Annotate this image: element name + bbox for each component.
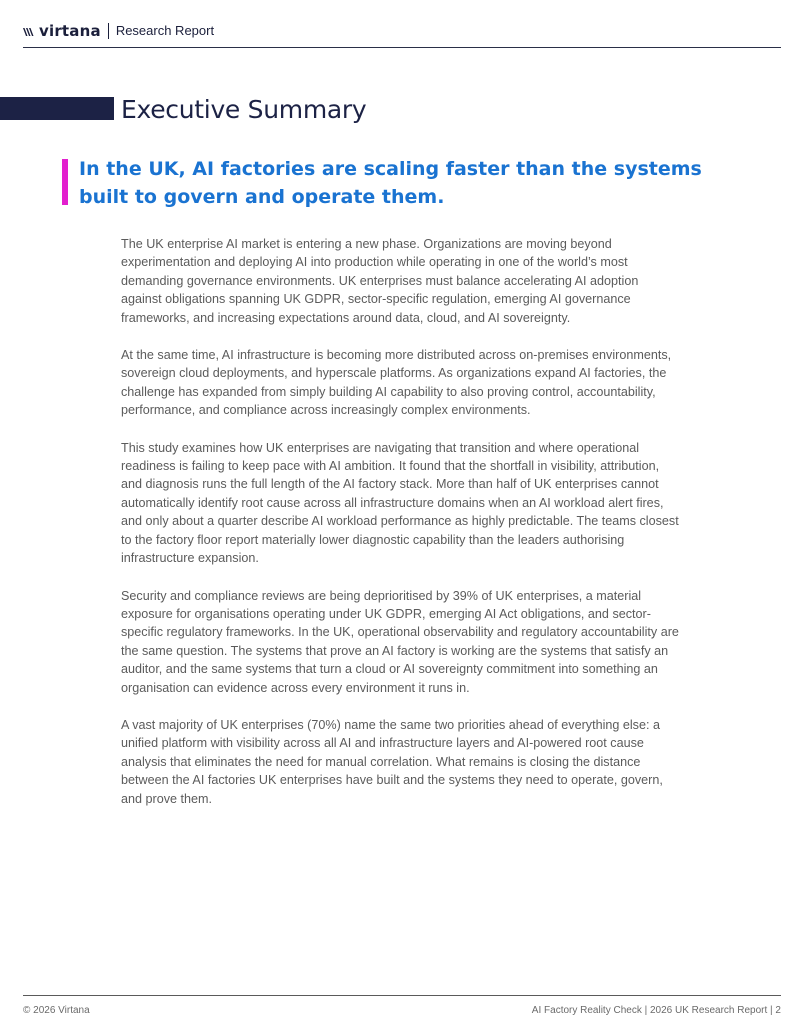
logo-text: virtana <box>39 22 101 40</box>
virtana-logo-mark-icon <box>23 27 37 37</box>
body-content <box>121 235 681 827</box>
pull-quote: In the UK, AI factories are scaling faster than the systems built to govern and operate them. <box>79 158 702 208</box>
footer-report-info: AI Factory Reality Check | 2026 UK Research Report | 2 <box>531 1005 781 1016</box>
paragraph-2: At the same time, AI infrastructure is becoming more distributed across on-premises environments, sovereign cloud deployments, and hyperscale platforms. As organizations expand AI factories, the challenge has expanded from simply building AI capability to also proving control, accountability, performance, and compliance across increasingly complex environments. <box>121 348 672 418</box>
paragraph-3: This study examines how UK enterprises are navigating that transition and where operational readiness is failing to keep pace with AI ambition. It found that the shortfall in visibility, attribution, and diagnosis runs the full length of the AI factory stack. More than half of UK enterprises cannot automatically identify root cause across all infrastructure domains when an AI workload alert fires, and only about a quarter describe AI workload performance as highly predictable. The teams closest to the factory floor report materially lower diagnostic capability than the leaders authorising infrastructure expansion. <box>121 440 679 566</box>
page-footer <box>23 995 781 1016</box>
section-title: Executive Summary <box>121 95 367 124</box>
footer-copyright: © 2026 Virtana <box>23 1005 90 1016</box>
pull-quote-accent-bar <box>62 159 68 205</box>
paragraph-5: A vast majority of UK enterprises (70%) name the same two priorities ahead of everything else: a unified platform with visibility across all AI and infrastructure layers and AI-powered root cause analysis that eliminates the need for manual correlation. What remains is closing the distance between the AI factories UK enterprises have built and the systems they need to operate, govern, and prove them. <box>121 717 663 806</box>
header-label: Research Report <box>115 23 215 38</box>
page-header <box>23 20 781 48</box>
virtana-logo <box>23 20 101 42</box>
header-divider <box>108 23 109 39</box>
section-title-bar <box>0 97 114 120</box>
paragraph-4: Security and compliance reviews are being deprioritised by 39% of UK enterprises, a material exposure for organisations operating under UK GDPR, emerging AI Act obligations, and sector-specific regulatory frameworks. In the UK, operational observability and regulatory accountability are the same question. The systems that prove an AI factory is working are the systems that satisfy an auditor, and the same systems that turn a cloud or AI sovereignty commitment into something an organisation can evidence across every environment it runs in. <box>121 588 679 695</box>
paragraph-1: The UK enterprise AI market is entering a new phase. Organizations are moving beyond experimentation and deploying AI into production while operating in one of the world’s most demanding governance environments. UK enterprises must balance accelerating AI adoption against obligations spanning UK GDPR, sector-specific regulation, emerging AI governance frameworks, and increasing expectations around data, cloud, and AI sovereignty. <box>121 237 639 325</box>
